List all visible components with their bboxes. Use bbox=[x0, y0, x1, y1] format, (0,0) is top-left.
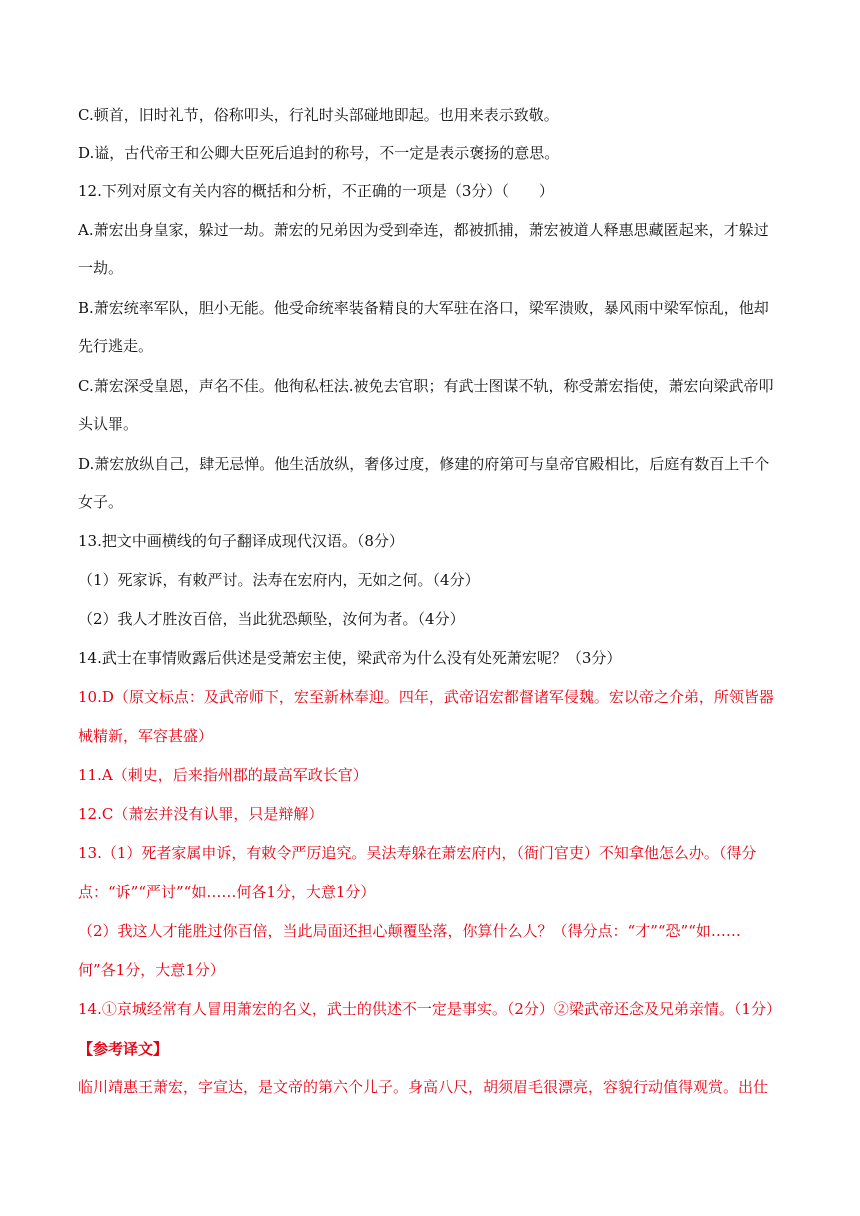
q12-option-b: B.萧宏统率军队，胆小无能。他受命统率装备精良的大军驻在洛口，梁军溃败，暴风雨中梁军惊乱，他却 bbox=[78, 299, 769, 317]
question-13: 13.把文中画横线的句子翻译成现代汉语。（8分） bbox=[78, 532, 404, 550]
q12-option-c-cont: 头认罪。 bbox=[78, 415, 139, 433]
q12-option-d: D.萧宏放纵自己，肆无忌惮。他生活放纵，奢侈过度，修建的府第可与皇帝官殿相比，后庭有数百上千个 bbox=[78, 455, 770, 473]
answer-11: 11.A（刺史，后来指州郡的最高军政长官） bbox=[78, 766, 368, 784]
answer-12: 12.C（萧宏并没有认罪，只是辩解） bbox=[78, 805, 324, 823]
q12-option-c: C.萧宏深受皇恩，声名不佳。他徇私枉法.被免去官职；有武士图谋不轨，称受萧宏指使，萧宏向梁武帝叩 bbox=[78, 377, 774, 395]
q13-part-2: （2）我人才胜汝百倍，当此犹恐颠坠，汝何为者。（4分） bbox=[78, 610, 465, 628]
answer-13-part-2-cont: 何”各1分，大意1分） bbox=[78, 961, 225, 979]
q12-option-a: A.萧宏出身皇家，躲过一劫。萧宏的兄弟因为受到牵连，都被抓捕，萧宏被道人释惠思藏匿起来，才躲过 bbox=[78, 221, 769, 239]
answer-13-part-1: 13.（1）死者家属申诉，有敕令严厉追究。吴法寿躲在萧宏府内，（衙门官吏）不知拿他怎么办。（得分 bbox=[78, 844, 757, 862]
reference-translation-heading: 【参考译文】 bbox=[78, 1040, 169, 1058]
q13-part-1: （1）死家诉，有敕严讨。法寿在宏府内，无如之何。（4分） bbox=[78, 571, 480, 589]
q12-option-a-cont: 一劫。 bbox=[78, 259, 124, 277]
answer-10-cont: 械精新，军容甚盛） bbox=[78, 727, 214, 745]
q12-option-b-cont: 先行逃走。 bbox=[78, 337, 154, 355]
q12-option-d-cont: 女子。 bbox=[78, 493, 124, 511]
question-12: 12.下列对原文有关内容的概括和分析，不正确的一项是（3分）（ ） bbox=[78, 182, 554, 200]
answer-13-part-1-cont: 点：“诉”“严讨”“如……何各1分，大意1分） bbox=[78, 883, 376, 901]
question-14: 14.武士在事情败露后供述是受萧宏主使，梁武帝为什么没有处死萧宏呢？（3分） bbox=[78, 649, 622, 667]
answer-10: 10.D（原文标点：及武帝师下，宏至新林奉迎。四年，武帝诏宏都督诸军侵魏。宏以帝之介弟，所领皆器 bbox=[78, 688, 774, 706]
option-d-line: D.谥，古代帝王和公卿大臣死后追封的称号，不一定是表示褒扬的意思。 bbox=[78, 144, 560, 162]
answer-14: 14.①京城经常有人冒用萧宏的名义，武士的供述不一定是事实。（2分）②梁武帝还念及兄弟亲情。（1分） bbox=[78, 1000, 781, 1018]
answer-13-part-2: （2）我这人才能胜过你百倍，当此局面还担心颠覆坠落，你算什么人？（得分点：“才”“恐”“如…… bbox=[78, 922, 741, 940]
option-c-line: C.顿首，旧时礼节，俗称叩头，行礼时头部碰地即起。也用来表示致敬。 bbox=[78, 106, 559, 124]
reference-translation-text: 临川靖惠王萧宏，字宣达，是文帝的第六个儿子。身高八尺，胡须眉毛很漂亮，容貌行动值得观赏。出仕 bbox=[78, 1078, 769, 1096]
